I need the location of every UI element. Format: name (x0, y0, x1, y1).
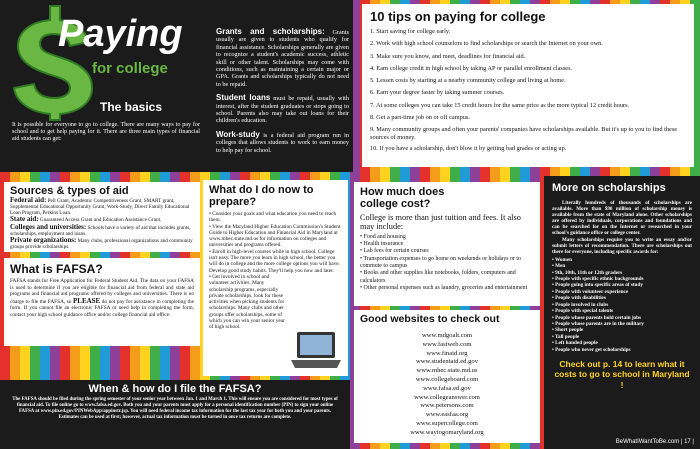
file-fafsa-text: The FAFSA should be filed during the spring semester of your senior year between Jan. 1 and March 1. This will ensure you are considered for most types of financial aid. To file online go to www.fafsa.ed.gov. Both you and your parents must apply for a personal identification number (PIN) to sign your online FAFSA at www.pin.ed.gov/PINWebApp/appinstr.jsp. You will need federal income tax information for the last tax year for both you and your parents. Estimates can be used at first; however, actual tax information must be turned in once tax returns are complete. (12, 397, 338, 420)
sources-heading: Sources & types of aid (10, 185, 129, 197)
list-item: • Men (552, 263, 692, 269)
website-link[interactable]: www.easfaa.org (425, 411, 469, 419)
prepare-heading: What do I do now to prepare? (209, 184, 314, 208)
tips-list (370, 26, 686, 155)
tips-heading: 10 tips on paying for college (370, 9, 546, 24)
scholarships-list (552, 257, 692, 353)
website-link[interactable]: www.supercollege.com (416, 419, 478, 427)
list-item: • People who never get scholarships (552, 347, 692, 353)
list-item: • Enroll in high-level courses while in high school. College isn't easy. The more you learn in high school, the better you will do in college and the more college options you will have. Develop good study habits. They'll help you now and later. (209, 249, 342, 274)
list-item: 5. Lessen costs by starting at a nearby community college and living at home. (370, 77, 566, 85)
website-link[interactable]: www.collegeanswer.com (414, 393, 480, 401)
website-link[interactable]: www.collegeboard.com (415, 375, 479, 383)
hero-title: Paying (58, 13, 183, 55)
website-link[interactable]: www.petersons.com (420, 402, 474, 410)
scholarships-panel (544, 176, 700, 449)
cost-box (354, 182, 540, 306)
fafsa-text: FAFSA stands for Free Application for Federal Student Aid. The data on your FAFSA is used to determine if you are eligible for financial aid from federal and state aid programs and financial aid programs offered by colleges and universities. There is no charge to file the FAFSA, so PLEASE do not pay for assistance in completing the form. If you cannot file an electronic FAFSA or need help in completing the form, contact your high school guidance office and/or college financial aid office. (10, 278, 194, 318)
list-item: 3. Make sure you know, and meet, deadlines for financial aid. (370, 52, 526, 60)
cost-heading: How much does college cost? (360, 186, 445, 210)
sources-colleges: Colleges and universities: Schools have a variety of aid that includes grants, scholarships, employment and loans. (10, 223, 191, 238)
list-item: • Women (552, 257, 692, 263)
website-link[interactable]: www.mhec.state.md.us (416, 367, 478, 375)
list-item: • People going into specific areas of study (552, 282, 692, 288)
file-fafsa-heading: When & how do I file the FAFSA? (88, 383, 262, 395)
list-item: • People with disabilities (552, 295, 692, 301)
prepare-list (209, 211, 342, 331)
list-item: • View the Maryland Higher Education Commission's Student Guide to Higher Education and Financial Aid in Maryland at www.mhec.state.md.us for information on colleges and universities and programs offered. (209, 224, 342, 249)
basics-text: It is possible for everyone to go to college. There are many ways to pay for school and to get help paying for it. There are three main types of financial aid students can get: (12, 122, 200, 143)
websites-list (360, 332, 534, 438)
list-item: • Lab fees for certain courses (360, 248, 534, 255)
list-item: • Transportation expenses to go home on weekends or holidays or to commute to campus (360, 256, 534, 271)
cost-intro: College is more than just tuition and fees. It also may include: (360, 213, 521, 232)
list-item: • People whose parents are in the military (552, 321, 692, 327)
list-item: • Other personal expenses such as laundry, groceries and entertainment (360, 285, 534, 292)
basics-heading: The basics (100, 100, 163, 114)
list-item: • Short people (552, 327, 692, 333)
aid-loans: Student loans must be repaid, usually with interest, after the student graduates or stops going to school. Parents also may take out loans for their children's education. (216, 93, 349, 125)
list-item: 1. Start saving for college early. (370, 28, 451, 35)
scholarships-heading: More on scholarships (552, 182, 666, 194)
list-item: • Left handed people (552, 340, 692, 346)
list-item: • 9th, 10th, 11th or 12th graders (552, 270, 692, 276)
scholarships-intro: Literally hundreds of thousands of scholarships are available. More than $90 million of scholarship money is available from the state of Maryland alone. Other scholarships are offered by individuals, corporations and foundations and can be searched for on the Internet or researched in your school's guidance office or college center. (552, 200, 692, 237)
aid-types-list (216, 28, 349, 154)
callout-text: Check out p. 14 to learn what it costs to go to school in Maryland ! (554, 358, 690, 390)
list-item: 7. At some colleges you can take 15 credit hours for the same price as the more typical 12 credit hours. (370, 101, 630, 109)
sources-private: Private organizations: Many clubs, professional organizations and community groups provide scholarships. (10, 236, 193, 251)
websites-heading: Good websites to check out (360, 313, 500, 325)
website-link[interactable]: www.studentaid.ed.gov (415, 358, 479, 366)
website-link[interactable]: www.waytogomaryland.org (410, 428, 484, 436)
file-fafsa-panel (0, 380, 350, 449)
list-item: • Tall people (552, 334, 692, 340)
list-item: 8. Get a part-time job on or off campus. (370, 114, 470, 122)
website-link[interactable]: www.mdgoalt.com (421, 332, 473, 339)
list-item: 9. Many community groups and often your parents' companies have scholarships available. But it's up to you to find these sources of money. (370, 126, 678, 141)
list-item: • Consider your goals and what education you need to reach them. (209, 211, 342, 224)
aid-work-study: Work-study is a federal aid program run in colleges that allows students to work to earn money to help pay for school. (216, 129, 349, 154)
list-item: 10. If you have a scholarship, don't blow it by getting bad grades or acting up. (370, 144, 567, 152)
list-item: • People whose parents hold certain jobs (552, 315, 692, 321)
laptop-icon (289, 330, 343, 370)
tips-box (362, 4, 694, 167)
fafsa-box (4, 258, 200, 346)
fafsa-heading: What is FAFSA? (10, 262, 103, 276)
sources-state: State aid: Guaranteed Access Grant and Education Assistance Grant. (10, 215, 162, 224)
list-item: 2. Work with high school counselors to find scholarships or search the Internet on your own. (370, 40, 603, 48)
list-item: • Food and housing (360, 234, 534, 241)
sources-box (4, 182, 200, 252)
list-item: • People with volunteer experience (552, 289, 692, 295)
list-item: • People with special talents (552, 308, 692, 314)
website-link[interactable]: www.finaid.org (426, 349, 468, 357)
list-item: 4. Earn college credit in high school by taking AP or parallel enrollment classes. (370, 64, 573, 72)
aid-grants: Grants and scholarships: Grants usually are given to students who qualify for financial assistance. Scholarships generally are given to recognize a student's academic success, athletic skill or other talent. Scholarships may come with conditions, such as maintaining a certain major or GPA. Grants and scholarships typically do not need to be repaid. (216, 27, 350, 88)
list-item: • People with specific ethnic backgrounds (552, 276, 692, 282)
sources-federal: Federal aid: Pell Grant, Academic Competitiveness Grant, SMART grant, Supplemental Educational Opportunity Grant, Work-Study, Direct Family Educational Loan Program, Perkins Loan. (10, 196, 190, 217)
list-item: • Books and other supplies like notebooks, folders, computers and calculators (360, 270, 534, 285)
website-link[interactable]: www.fastweb.com (422, 340, 472, 348)
hero-subtitle: for college (92, 60, 168, 77)
websites-box (354, 310, 540, 443)
prepare-box (203, 180, 348, 376)
list-item: • Health insurance (360, 241, 534, 248)
scholarships-para2: Many scholarships require you to write an essay and/or submit letters of recommendation. There are scholarships out there for everyone, including specific awards for: (552, 236, 692, 255)
list-item: 6. Earn your degree faster by taking summer courses. (370, 89, 505, 97)
list-item: • People involved in clubs (552, 302, 692, 308)
website-link[interactable]: www.fafsa.ed.gov (423, 384, 471, 392)
cost-list (360, 234, 534, 292)
page-footer: BeWhatIWantToBe.com | 17 | (615, 439, 694, 445)
list-item: • Get involved in school and volunteer activities. Many scholarship programs, especially private scholarships, look for these activities when picking students for scholarships. Many clubs and other groups offer scholarships, some of which you can win your senior year of high school. (209, 274, 287, 331)
